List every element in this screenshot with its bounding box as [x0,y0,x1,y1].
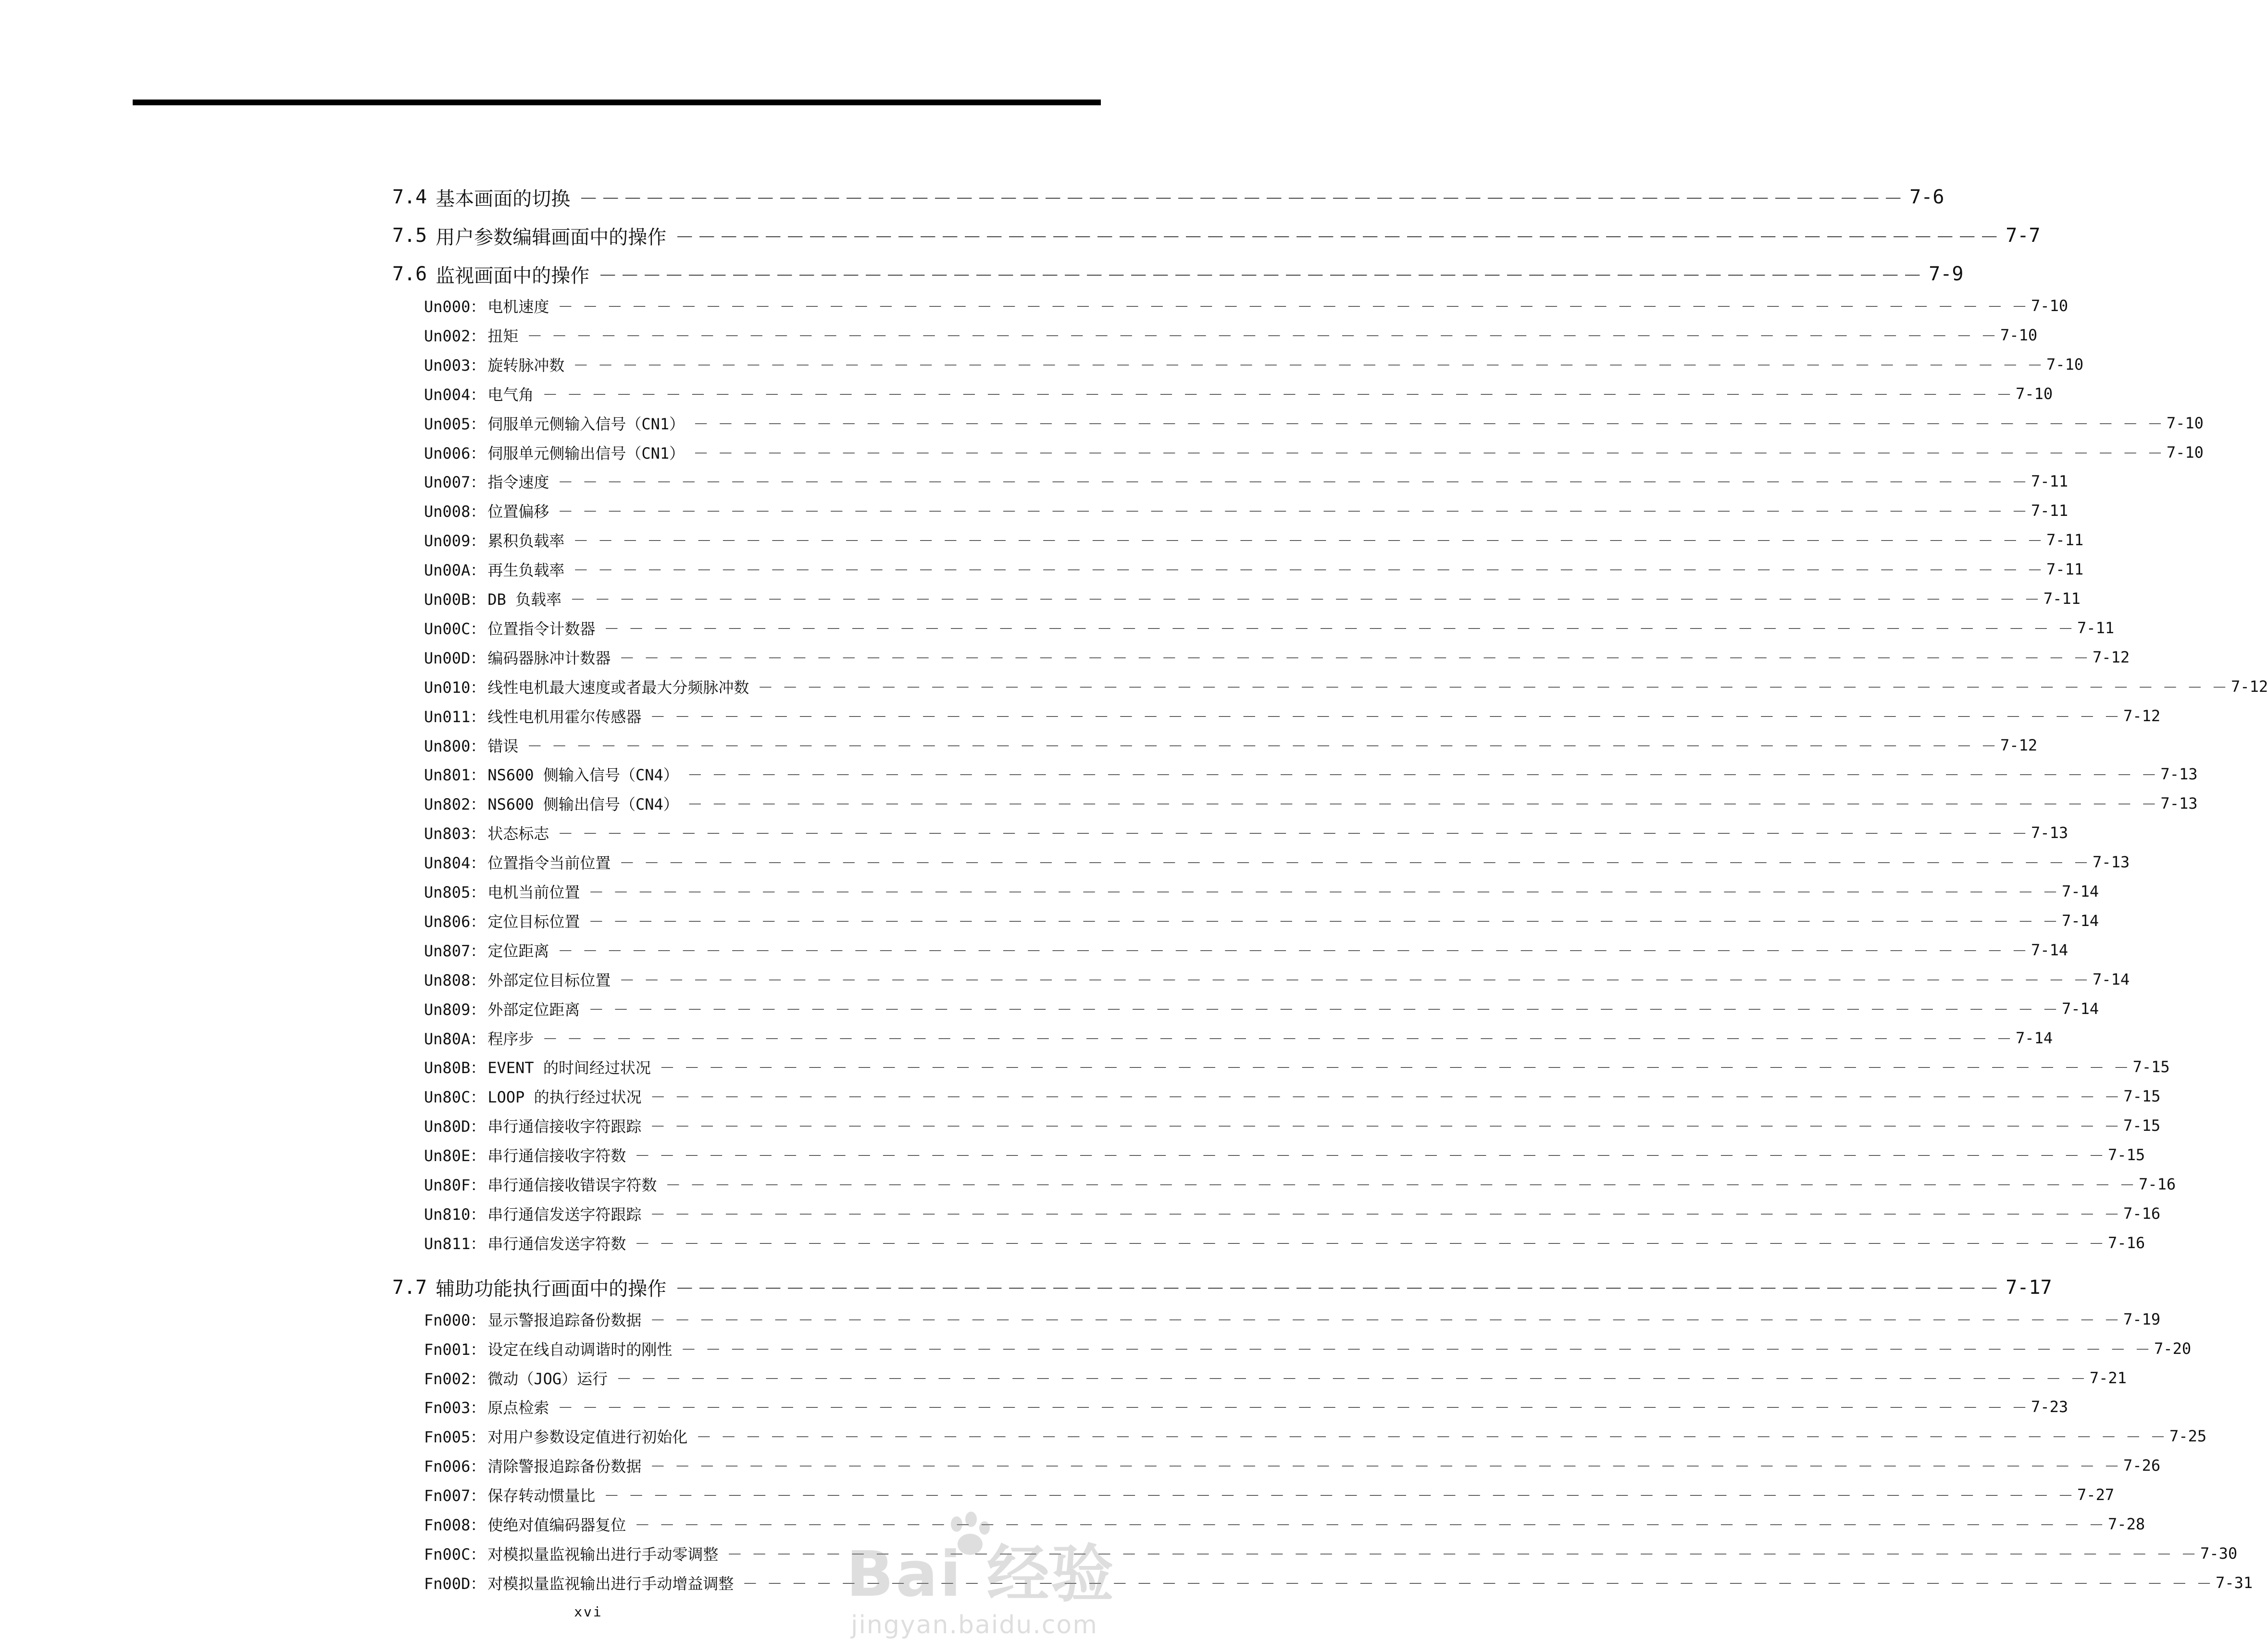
entry-code: Un003： [424,356,486,375]
toc-entry[interactable] [424,497,2069,524]
entry-title: 状态标志 [487,825,549,843]
section-number: 7.5 [392,225,427,247]
dot-leader: － － － － － － － － － － － － － － － － － － － － － － － － － － － － － － － － － － － － － － － － － － － － － － － － － － － － － － － － － － － － [558,825,2028,843]
entry-title: 定位目标位置 [487,913,580,931]
entry-code: Fn000： [424,1311,486,1329]
entry-title: 外部定位距离 [487,1001,580,1019]
entry-code: Un808： [424,971,486,989]
toc-entry[interactable] [424,673,2268,700]
section-page: 7-7 [2006,225,2041,247]
entry-code: Un801： [424,766,486,784]
section-page: 7-17 [2006,1276,2052,1299]
entry-page: 7-15 [2108,1146,2145,1164]
entry-page: 7-10 [2000,326,2038,344]
entry-title: 清除警报追踪备份数据 [487,1457,642,1476]
entry-page: 7-14 [2062,882,2099,901]
dot-leader: － － － － － － － － － － － － － － － － － － － － － － － － － － － － － － － － － － － － － － － － － － － － － － － － － － － － － － － － － － － － [558,1399,2028,1417]
section-number: 7.6 [392,263,427,285]
toc-entry[interactable] [424,614,2115,641]
toc-entry[interactable] [424,849,2130,876]
entry-code: Un011： [424,708,486,726]
entry-page: 7-11 [2031,472,2069,490]
toc-entry[interactable] [424,526,2084,553]
dot-leader: － － － － － － － － － － － － － － － － － － － － － － － － － － － － － － － － － － － － － － － － － － － － － － － － － － － － － － － － － － － － [650,708,2120,726]
entry-code: Fn003： [424,1399,486,1417]
toc-entry[interactable] [424,1481,2115,1508]
entry-page: 7-16 [2139,1175,2176,1193]
entry-title: 定位距离 [487,942,549,960]
toc-entry[interactable] [424,761,2198,788]
entry-code: Un008： [424,502,486,521]
toc-entry[interactable] [424,1364,2127,1391]
toc-entry[interactable] [424,1540,2238,1567]
entry-page: 7-19 [2123,1310,2161,1328]
toc-entry[interactable] [424,1112,2161,1139]
toc-entry[interactable] [424,351,2084,378]
dot-leader: － － － － － － － － － － － － － － － － － － － － － － － － － － － － － － － － － － － － － － － － － － － － － － － － － － － － － － － － － － － － [619,649,2089,667]
entry-code: Un807： [424,942,486,960]
entry-page: 7-14 [2016,1029,2053,1047]
entry-code: Fn00D： [424,1575,486,1593]
entry-page: 7-23 [2031,1398,2069,1416]
entry-title: 线性电机用霍尔传感器 [487,708,642,726]
entry-title: 对用户参数设定值进行初始化 [487,1428,688,1446]
entry-title: 电机速度 [487,298,549,316]
toc-entry[interactable] [424,1511,2145,1538]
toc-section[interactable] [392,257,1964,291]
entry-page: 7-16 [2123,1204,2161,1223]
entry-code: Un806： [424,913,486,931]
entry-title: 再生负载率 [487,561,565,579]
dot-leader: － － － － － － － － － － － － － － － － － － － － － － － － － － － － － － － － － － － － － － － － － － － － － － － － － － － － － － － － － － － － [758,678,2228,697]
entry-page: 7-10 [2046,355,2084,374]
entry-page: 7-13 [2093,853,2130,871]
dot-leader: － － － － － － － － － － － － － － － － － － － － － － － － － － － － － － － － － － － － － － － － － － － － － － － － － － － － － － － － － － － － [616,1370,2086,1388]
section-title: 用户参数编辑画面中的操作 [436,226,667,249]
dot-leader: － － － － － － － － － － － － － － － － － － － － － － － － － － － － － － － － － － － － － － － － － － － － － － － － － － － － － － － － － － － － [542,1030,2012,1048]
entry-title: NS600 侧输出信号（CN4） [487,795,679,813]
entry-title: 编码器脉冲计数器 [487,649,611,667]
entry-page: 7-13 [2160,794,2198,813]
entry-page: 7-20 [2154,1339,2192,1358]
toc-entry[interactable] [424,1025,2053,1051]
toc-entry[interactable] [424,1083,2161,1110]
dot-leader: － － － － － － － － － － － － － － － － － － － － － － － － － － － － － － － － － － － － － － － － － － － － － － － － － － － － － － － － － － － － [665,1176,2135,1194]
toc-entry[interactable] [424,1171,2176,1198]
entry-title: 外部定位目标位置 [487,971,611,989]
dot-leader: － － － － － － － － － － － － － － － － － － － － － － － － － － － － － － － － － － － － － － － － － － － － － － － － － － － － － － － － － － － － [650,1205,2120,1224]
entry-code: Un80C： [424,1088,486,1106]
toc-entry[interactable] [424,1200,2161,1227]
entry-page: 7-10 [2016,385,2053,403]
toc-section[interactable] [392,218,2041,253]
entry-code: Un800： [424,737,486,755]
toc-entry[interactable] [424,1569,2253,1596]
watermark-logo: Bai 经验 [846,1538,1116,1611]
entry-title: 扭矩 [487,327,519,345]
entry-title: 位置指令计数器 [487,620,596,638]
toc-entry[interactable] [424,1229,2145,1256]
dot-leader: － － － － － － － － － － － － － － － － － － － － － － － － － － － － － － － － － － － － － － － － － － － － － － － － － － － － － － － － － － － － [558,473,2028,491]
entry-title: 位置指令当前位置 [487,854,611,872]
toc-entry[interactable] [424,292,2069,319]
toc-entry[interactable] [424,790,2198,817]
dot-leader: － － － － － － － － － － － － － － － － － － － － － － － － － － － － － － － － － － － － － － － － － － － － － － － － － － － － － － － － － － － － [588,913,2058,931]
toc-entry[interactable] [424,1141,2145,1168]
entry-title: 伺服单元侧输入信号（CN1） [487,415,685,433]
entry-code: Un00C： [424,620,486,638]
dot-leader: － － － － － － － － － － － － － － － － － － － － － － － － － － － － － － － － － － － － － － － － － － － － － － － － － － － － － － － － － － － － [619,971,2089,989]
entry-code: Un00B： [424,590,486,609]
dot-leader: －－－－－－－－－－－－－－－－－－－－－－－－－－－－－－－－－－－－－－－－－－－－－－－－－－－－－－－－－－－－ [579,188,1906,210]
entry-page: 7-11 [2031,501,2069,520]
dot-leader: － － － － － － － － － － － － － － － － － － － － － － － － － － － － － － － － － － － － － － － － － － － － － － － － － － － － － － － － － － － － [659,1059,2129,1077]
dot-leader: － － － － － － － － － － － － － － － － － － － － － － － － － － － － － － － － － － － － － － － － － － － － － － － － － － － － － － － － － － － － [635,1516,2105,1534]
entry-page: 7-10 [2166,443,2204,462]
entry-title: 显示警报追踪备份数据 [487,1311,642,1329]
entry-page: 7-12 [2123,707,2161,725]
toc-entry[interactable] [424,439,2204,466]
dot-leader: － － － － － － － － － － － － － － － － － － － － － － － － － － － － － － － － － － － － － － － － － － － － － － － － － － － － － － － － － － － － [696,1428,2166,1446]
entry-code: Un006： [424,444,486,463]
entry-page: 7-30 [2200,1544,2238,1563]
dot-leader: － － － － － － － － － － － － － － － － － － － － － － － － － － － － － － － － － － － － － － － － － － － － － － － － － － － － － － － － － － － － [573,532,2043,550]
dot-leader: － － － － － － － － － － － － － － － － － － － － － － － － － － － － － － － － － － － － － － － － － － － － － － － － － － － － － － － － － － － － [558,502,2028,521]
toc-entry[interactable] [424,380,2053,407]
entry-page: 7-28 [2108,1515,2145,1533]
section-title: 基本画面的切换 [436,188,571,210]
toc-entry[interactable] [424,1393,2069,1420]
entry-code: Un80F： [424,1176,486,1194]
dot-leader: － － － － － － － － － － － － － － － － － － － － － － － － － － － － － － － － － － － － － － － － － － － － － － － － － － － － － － － － － － － － [635,1147,2105,1165]
entry-title: 串行通信发送字符跟踪 [487,1205,642,1224]
dot-leader: －－－－－－－－－－－－－－－－－－－－－－－－－－－－－－－－－－－－－－－－－－－－－－－－－－－－－－－－－－－－ [675,226,2002,249]
toc-entry[interactable] [424,995,2099,1022]
entry-page: 7-25 [2169,1427,2207,1445]
section-title: 监视画面中的操作 [436,264,590,287]
toc-entry[interactable] [424,1053,2170,1080]
entry-title: 串行通信发送字符数 [487,1235,626,1253]
entry-title: 位置偏移 [487,502,549,521]
entry-page: 7-14 [2062,1000,2099,1018]
toc-entry[interactable] [424,702,2161,729]
entry-title: 累积负载率 [487,532,565,550]
toc-entry[interactable] [424,819,2069,846]
entry-page: 7-15 [2123,1116,2161,1135]
dot-leader: － － － － － － － － － － － － － － － － － － － － － － － － － － － － － － － － － － － － － － － － － － － － － － － － － － － － － － － － － － － － [588,883,2058,901]
entry-title: LOOP 的执行经过状况 [487,1088,642,1106]
entry-code: Un805： [424,883,486,901]
entry-code: Fn008： [424,1516,486,1534]
entry-code: Fn006： [424,1457,486,1476]
entry-title: 指令速度 [487,473,549,491]
entry-code: Un000： [424,298,486,316]
entry-page: 7-13 [2031,824,2069,842]
entry-code: Un007： [424,473,486,491]
entry-code: Un802： [424,795,486,813]
entry-title: 串行通信接收字符数 [487,1147,626,1165]
toc-entry[interactable] [424,556,2084,583]
dot-leader: － － － － － － － － － － － － － － － － － － － － － － － － － － － － － － － － － － － － － － － － － － － － － － － － － － － － － － － － － － － － [687,795,2157,813]
entry-code: Un80B： [424,1059,486,1077]
toc-section[interactable] [392,180,1944,214]
toc-entry[interactable] [424,732,2038,759]
dot-leader: － － － － － － － － － － － － － － － － － － － － － － － － － － － － － － － － － － － － － － － － － － － － － － － － － － － － － － － － － － － － [573,561,2043,579]
entry-code: Un00A： [424,561,486,579]
toc-entry[interactable] [424,468,2069,495]
toc-entry[interactable] [424,322,2038,349]
entry-title: 串行通信接收错误字符数 [487,1176,657,1194]
entry-page: 7-10 [2031,297,2069,315]
dot-leader: － － － － － － － － － － － － － － － － － － － － － － － － － － － － － － － － － － － － － － － － － － － － － － － － － － － － － － － － － － － － [573,356,2043,375]
entry-code: Un00D： [424,649,486,667]
entry-page: 7-11 [2046,531,2084,549]
dot-leader: － － － － － － － － － － － － － － － － － － － － － － － － － － － － － － － － － － － － － － － － － － － － － － － － － － － － － － － － － － － － [619,854,2089,872]
entry-title: 程序步 [487,1030,534,1048]
entry-title: 使绝对值编码器复位 [487,1516,626,1534]
entry-page: 7-14 [2093,970,2130,989]
entry-code: Fn007： [424,1487,486,1505]
entry-title: 保存转动惯量比 [487,1487,596,1505]
entry-code: Un80E： [424,1147,486,1165]
entry-page: 7-12 [2000,736,2038,754]
dot-leader: － － － － － － － － － － － － － － － － － － － － － － － － － － － － － － － － － － － － － － － － － － － － － － － － － － － － － － － － － － － － [650,1457,2120,1476]
entry-title: 线性电机最大速度或者最大分频脉冲数 [487,678,749,697]
dot-leader: － － － － － － － － － － － － － － － － － － － － － － － － － － － － － － － － － － － － － － － － － － － － － － － － － － － － － － － － － － － － [650,1311,2120,1329]
section-number: 7.4 [392,186,427,208]
entry-page: 7-10 [2166,414,2204,432]
dot-leader: － － － － － － － － － － － － － － － － － － － － － － － － － － － － － － － － － － － － － － － － － － － － － － － － － － － － － － － － － － － － [693,415,2163,433]
entry-page: 7-16 [2108,1234,2145,1252]
dot-leader: － － － － － － － － － － － － － － － － － － － － － － － － － － － － － － － － － － － － － － － － － － － － － － － － － － － － － － － － － － － － [742,1575,2212,1593]
entry-title: NS600 侧输入信号（CN4） [487,766,679,784]
entry-code: Un009： [424,532,486,550]
toc-entry[interactable] [424,410,2204,437]
entry-page: 7-13 [2160,765,2198,783]
entry-page: 7-12 [2093,648,2130,666]
entry-code: Un811： [424,1235,486,1253]
entry-page: 7-31 [2216,1574,2253,1592]
entry-title: 错误 [487,737,519,755]
entry-code: Un010： [424,678,486,697]
dot-leader: － － － － － － － － － － － － － － － － － － － － － － － － － － － － － － － － － － － － － － － － － － － － － － － － － － － － － － － － － － － － [727,1545,2197,1564]
dot-leader: － － － － － － － － － － － － － － － － － － － － － － － － － － － － － － － － － － － － － － － － － － － － － － － － － － － － － － － － － － － － [604,1487,2074,1505]
toc-entry[interactable] [424,1306,2161,1333]
entry-title: 原点检索 [487,1399,549,1417]
entry-page: 7-15 [2123,1087,2161,1105]
entry-code: Fn002： [424,1370,486,1388]
toc-entry[interactable] [424,1335,2192,1362]
entry-title: 电气角 [487,386,534,404]
toc-entry[interactable] [424,966,2130,993]
entry-title: 对模拟量监视输出进行手动增益调整 [487,1575,734,1593]
entry-title: EVENT 的时间经过状况 [487,1059,651,1077]
dot-leader: － － － － － － － － － － － － － － － － － － － － － － － － － － － － － － － － － － － － － － － － － － － － － － － － － － － － － － － － － － － － [604,620,2074,638]
dot-leader: － － － － － － － － － － － － － － － － － － － － － － － － － － － － － － － － － － － － － － － － － － － － － － － － － － － － － － － － － － － － [558,298,2028,316]
dot-leader: － － － － － － － － － － － － － － － － － － － － － － － － － － － － － － － － － － － － － － － － － － － － － － － － － － － － － － － － － － － － [588,1001,2058,1019]
entry-title: 对模拟量监视输出进行手动零调整 [487,1545,719,1564]
dot-leader: － － － － － － － － － － － － － － － － － － － － － － － － － － － － － － － － － － － － － － － － － － － － － － － － － － － － － － － － － － － － [570,590,2040,609]
entry-code: Un804： [424,854,486,872]
entry-title: 伺服单元侧输出信号（CN1） [487,444,685,463]
entry-title: 串行通信接收字符跟踪 [487,1117,642,1136]
entry-title: 电机当前位置 [487,883,580,901]
toc-entry[interactable] [424,585,2081,612]
entry-code: Un810： [424,1205,486,1224]
dot-leader: － － － － － － － － － － － － － － － － － － － － － － － － － － － － － － － － － － － － － － － － － － － － － － － － － － － － － － － － － － － － [650,1117,2120,1136]
page-number: xvi [574,1604,603,1620]
dot-leader: －－－－－－－－－－－－－－－－－－－－－－－－－－－－－－－－－－－－－－－－－－－－－－－－－－－－－－－－－－－－ [598,264,1925,287]
entry-code: Un004： [424,386,486,404]
dot-leader: － － － － － － － － － － － － － － － － － － － － － － － － － － － － － － － － － － － － － － － － － － － － － － － － － － － － － － － － － － － － [681,1340,2151,1359]
watermark-url: jingyan.baidu.com [851,1611,1098,1639]
entry-code: Un80D： [424,1117,486,1136]
entry-code: Un809： [424,1001,486,1019]
dot-leader: － － － － － － － － － － － － － － － － － － － － － － － － － － － － － － － － － － － － － － － － － － － － － － － － － － － － － － － － － － － － [527,737,1997,755]
entry-page: 7-14 [2031,941,2069,959]
entry-code: Fn005： [424,1428,486,1446]
entry-title: DB 负载率 [487,590,562,609]
entry-page: 7-27 [2077,1486,2115,1504]
entry-page: 7-15 [2132,1058,2170,1076]
entry-page: 7-12 [2231,677,2268,696]
dot-leader: － － － － － － － － － － － － － － － － － － － － － － － － － － － － － － － － － － － － － － － － － － － － － － － － － － － － － － － － － － － － [693,444,2163,463]
toc-section[interactable] [392,1270,2052,1305]
entry-title: 旋转脉冲数 [487,356,565,375]
toc-entry[interactable] [424,644,2130,671]
dot-leader: － － － － － － － － － － － － － － － － － － － － － － － － － － － － － － － － － － － － － － － － － － － － － － － － － － － － － － － － － － － － [687,766,2157,784]
toc-entry[interactable] [424,907,2099,934]
entry-page: 7-11 [2077,619,2115,637]
entry-title: 设定在线自动调谐时的刚性 [487,1340,673,1359]
entry-page: 7-21 [2089,1369,2127,1387]
entry-page: 7-11 [2043,589,2081,608]
section-title: 辅助功能执行画面中的操作 [436,1278,667,1301]
section-page: 7-6 [1909,186,1944,208]
entry-title: 微动（JOG）运行 [487,1370,608,1388]
dot-leader: － － － － － － － － － － － － － － － － － － － － － － － － － － － － － － － － － － － － － － － － － － － － － － － － － － － － － － － － － － － － [635,1235,2105,1253]
dot-leader: － － － － － － － － － － － － － － － － － － － － － － － － － － － － － － － － － － － － － － － － － － － － － － － － － － － － － － － － － － － － [558,942,2028,960]
dot-leader: － － － － － － － － － － － － － － － － － － － － － － － － － － － － － － － － － － － － － － － － － － － － － － － － － － － － － － － － － － － － [542,386,2012,404]
entry-page: 7-11 [2046,560,2084,578]
toc-entry[interactable] [424,878,2099,905]
toc-entry[interactable] [424,1452,2161,1479]
dot-leader: －－－－－－－－－－－－－－－－－－－－－－－－－－－－－－－－－－－－－－－－－－－－－－－－－－－－－－－－－－－－ [675,1278,2002,1301]
entry-page: 7-14 [2062,912,2099,930]
section-page: 7-9 [1929,263,1964,285]
dot-leader: － － － － － － － － － － － － － － － － － － － － － － － － － － － － － － － － － － － － － － － － － － － － － － － － － － － － － － － － － － － － [527,327,1997,345]
dot-leader: － － － － － － － － － － － － － － － － － － － － － － － － － － － － － － － － － － － － － － － － － － － － － － － － － － － － － － － － － － － － [650,1088,2120,1106]
entry-code: Fn001： [424,1340,486,1359]
entry-code: Un803： [424,825,486,843]
entry-code: Fn00C： [424,1545,486,1564]
section-number: 7.7 [392,1276,427,1299]
entry-code: Un80A： [424,1030,486,1048]
toc-entry[interactable] [424,937,2069,964]
entry-page: 7-26 [2123,1456,2161,1475]
toc-entry[interactable] [424,1423,2207,1450]
entry-code: Un002： [424,327,486,345]
entry-code: Un005： [424,415,486,433]
